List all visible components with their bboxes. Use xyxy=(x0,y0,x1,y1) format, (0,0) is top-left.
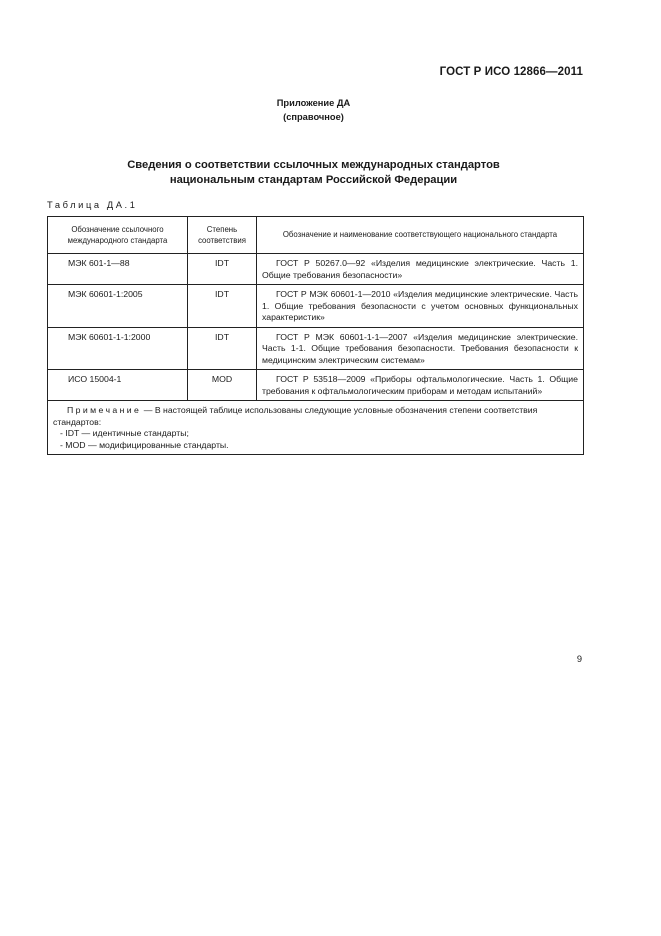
cell-national-standard xyxy=(257,370,584,401)
document-id: ГОСТ Р ИСО 12866—2011 xyxy=(439,66,583,78)
appendix-subtitle: (справочное) xyxy=(283,112,344,122)
page-number: 9 xyxy=(576,654,582,664)
note-text: — В настоящей таблице использованы следующие условные обозначения степени соответствия стандартов: xyxy=(53,405,538,427)
table-row xyxy=(48,254,584,285)
cell-degree: IDT xyxy=(188,254,257,285)
note-item-idt: - IDT — идентичные стандарты; xyxy=(60,428,189,438)
cell-degree: MOD xyxy=(188,370,257,401)
national-standard-text: ГОСТ Р МЭК 60601-1-1—2007 «Изделия медицинские электрические. Часть 1-1. Общие требования безопасности. Требования безопасности к медицинским электрическим системам» xyxy=(262,331,578,365)
header-national-standard: Обозначение и наименование соответствующего национального стандарта xyxy=(257,217,584,254)
table-note xyxy=(48,401,584,455)
cell-reference: МЭК 60601-1:2005 xyxy=(48,285,188,328)
note-paragraph xyxy=(53,405,578,428)
table-row xyxy=(48,285,584,328)
table-header-row xyxy=(48,217,584,254)
national-standard-text: ГОСТ Р МЭК 60601-1—2010 «Изделия медицинские электрические. Часть 1. Общие требования безопасности с учетом основных функциональных характеристик» xyxy=(262,289,578,322)
note-lead: Примечание xyxy=(67,405,142,415)
section-title xyxy=(0,158,627,188)
section-title-line-1: Сведения о соответствии ссылочных международных стандартов xyxy=(127,159,500,171)
correspondence-table xyxy=(47,216,584,455)
header-international-standard: Обозначение ссылочного международного стандарта xyxy=(48,217,188,254)
cell-national-standard xyxy=(257,254,584,285)
note-item-mod: - MOD — модифицированные стандарты. xyxy=(60,439,229,450)
cell-degree: IDT xyxy=(188,285,257,328)
cell-degree: IDT xyxy=(188,327,257,370)
appendix-heading xyxy=(0,96,627,124)
national-standard-text: ГОСТ Р 53518—2009 «Приборы офтальмологические. Часть 1. Общие требования к офтальмологическим приборам и методам испытаний» xyxy=(262,374,578,396)
cell-reference: МЭК 60601-1-1:2000 xyxy=(48,327,188,370)
appendix-title: Приложение ДА xyxy=(276,98,351,108)
cell-reference: ИСО 15004-1 xyxy=(48,370,188,401)
cell-reference: МЭК 601-1—88 xyxy=(48,254,188,285)
table-caption: Таблица ДА.1 xyxy=(47,200,138,210)
header-degree: Степень соответствия xyxy=(188,217,257,254)
table-row xyxy=(48,370,584,401)
section-title-line-2: национальным стандартам Российской Федерации xyxy=(169,174,458,186)
national-standard-text: ГОСТ Р 50267.0—92 «Изделия медицинские электрические. Часть 1. Общие требования безопасности» xyxy=(262,258,578,280)
table-note-row xyxy=(48,401,584,455)
cell-national-standard xyxy=(257,327,584,370)
table-row xyxy=(48,327,584,370)
cell-national-standard xyxy=(257,285,584,328)
